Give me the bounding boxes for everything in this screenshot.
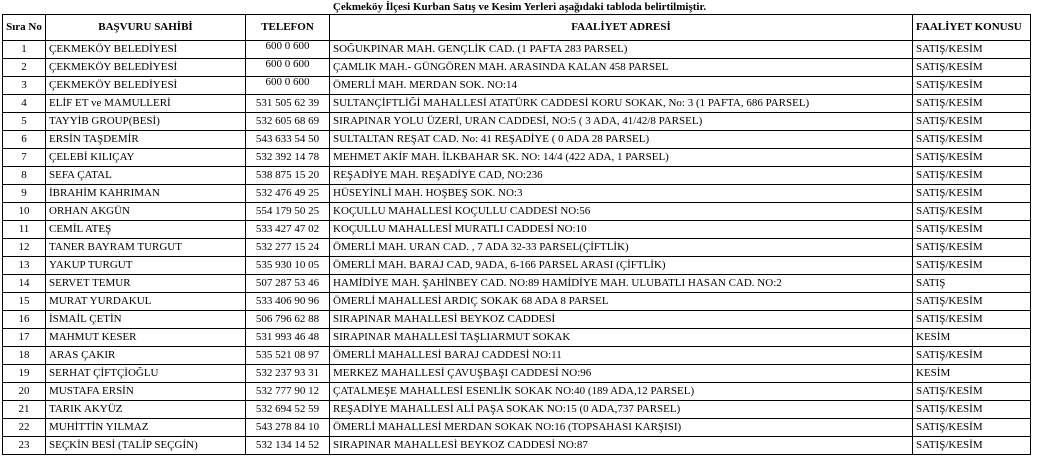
cell-no: 21 bbox=[3, 401, 46, 419]
cell-phone: 532 777 90 12 bbox=[246, 383, 330, 401]
cell-no: 11 bbox=[3, 221, 46, 239]
cell-address: REŞADİYE MAH. REŞADİYE CAD, NO:236 bbox=[330, 167, 913, 185]
table-row bbox=[3, 221, 1031, 239]
cell-address: HAMİDİYE MAH. ŞAHİNBEY CAD. NO:89 HAMİDİYE MAH. ULUBATLI HASAN CAD. NO:2 bbox=[330, 275, 913, 293]
cell-applicant: SEFA ÇATAL bbox=[46, 167, 246, 185]
table-row bbox=[3, 275, 1031, 293]
cell-phone: 543 633 54 50 bbox=[246, 131, 330, 149]
cell-subject: SATIŞ/KESİM bbox=[913, 419, 1031, 437]
cell-address: KOÇULLU MAHALLESİ KOÇULLU CADDESİ NO:56 bbox=[330, 203, 913, 221]
cell-no: 12 bbox=[3, 239, 46, 257]
cell-phone: 600 0 600 bbox=[246, 59, 330, 77]
cell-applicant: MAHMUT KESER bbox=[46, 329, 246, 347]
cell-applicant: SERVET TEMUR bbox=[46, 275, 246, 293]
cell-applicant: TAYYİB GROUP(BESİ) bbox=[46, 113, 246, 131]
cell-subject: SATIŞ/KESİM bbox=[913, 95, 1031, 113]
cell-phone: 600 0 600 bbox=[246, 77, 330, 95]
cell-subject: SATIŞ/KESİM bbox=[913, 203, 1031, 221]
cell-phone: 543 278 84 10 bbox=[246, 419, 330, 437]
cell-no: 23 bbox=[3, 437, 46, 455]
table-row bbox=[3, 257, 1031, 275]
cell-no: 2 bbox=[3, 59, 46, 77]
cell-subject: SATIŞ/KESİM bbox=[913, 257, 1031, 275]
cell-address: SIRAPINAR MAHALLESİ BEYKOZ CADDESİ bbox=[330, 311, 913, 329]
cell-phone: 533 427 47 02 bbox=[246, 221, 330, 239]
cell-no: 5 bbox=[3, 113, 46, 131]
cell-subject: SATIŞ/KESİM bbox=[913, 41, 1031, 59]
cell-applicant: MUHİTTİN YILMAZ bbox=[46, 419, 246, 437]
cell-applicant: CEMİL ATEŞ bbox=[46, 221, 246, 239]
cell-address: ÖMERLİ MAHALLESİ BARAJ CADDESİ NO:11 bbox=[330, 347, 913, 365]
cell-phone: 532 605 68 69 bbox=[246, 113, 330, 131]
cell-subject: SATIŞ bbox=[913, 275, 1031, 293]
cell-no: 4 bbox=[3, 95, 46, 113]
table-row bbox=[3, 419, 1031, 437]
cell-phone: 600 0 600 bbox=[246, 41, 330, 59]
table-row bbox=[3, 167, 1031, 185]
cell-address: REŞADİYE MAHALLESİ ALİ PAŞA SOKAK NO:15 (0 ADA,737 PARSEL) bbox=[330, 401, 913, 419]
cell-address: SIRAPINAR MAHALLESİ TAŞLIARMUT SOKAK bbox=[330, 329, 913, 347]
cell-subject: SATIŞ/KESİM bbox=[913, 149, 1031, 167]
table-row bbox=[3, 293, 1031, 311]
table-row bbox=[3, 239, 1031, 257]
cell-subject: KESİM bbox=[913, 329, 1031, 347]
cell-address: ÇATALMEŞE MAHALLESİ ESENLİK SOKAK NO:40 (189 ADA,12 PARSEL) bbox=[330, 383, 913, 401]
table-row bbox=[3, 113, 1031, 131]
cell-applicant: MUSTAFA ERSİN bbox=[46, 383, 246, 401]
cell-subject: SATIŞ/KESİM bbox=[913, 77, 1031, 95]
cell-address: SULTANÇİFTLİĞİ MAHALLESİ ATATÜRK CADDESİ KORU SOKAK, No: 3 (1 PAFTA, 686 PARSEL) bbox=[330, 95, 913, 113]
header-applicant: BAŞVURU SAHİBİ bbox=[46, 15, 246, 41]
cell-applicant: TANER BAYRAM TURGUT bbox=[46, 239, 246, 257]
cell-phone: 532 237 93 31 bbox=[246, 365, 330, 383]
cell-subject: SATIŞ/KESİM bbox=[913, 293, 1031, 311]
table-row bbox=[3, 437, 1031, 455]
cell-applicant: YAKUP TURGUT bbox=[46, 257, 246, 275]
cell-phone: 531 505 62 39 bbox=[246, 95, 330, 113]
table-row bbox=[3, 203, 1031, 221]
table-row bbox=[3, 383, 1031, 401]
cell-phone: 554 179 50 25 bbox=[246, 203, 330, 221]
cell-no: 20 bbox=[3, 383, 46, 401]
cell-no: 3 bbox=[3, 77, 46, 95]
cell-address: ÇAMLIK MAH.- GÜNGÖREN MAH. ARASINDA KALAN 458 PARSEL bbox=[330, 59, 913, 77]
table-row bbox=[3, 347, 1031, 365]
table-row bbox=[3, 365, 1031, 383]
cell-no: 10 bbox=[3, 203, 46, 221]
cell-address: SULTALTAN REŞAT CAD. No: 41 REŞADİYE ( 0 ADA 28 PARSEL) bbox=[330, 131, 913, 149]
table-row bbox=[3, 311, 1031, 329]
cell-no: 22 bbox=[3, 419, 46, 437]
cell-subject: SATIŞ/KESİM bbox=[913, 401, 1031, 419]
header-no: Sıra No bbox=[3, 15, 46, 41]
cell-subject: SATIŞ/KESİM bbox=[913, 113, 1031, 131]
table-row bbox=[3, 329, 1031, 347]
table-row bbox=[3, 131, 1031, 149]
table-row bbox=[3, 77, 1031, 95]
cell-applicant: SERHAT ÇİFTÇİOĞLU bbox=[46, 365, 246, 383]
cell-phone: 535 521 08 97 bbox=[246, 347, 330, 365]
cell-no: 7 bbox=[3, 149, 46, 167]
cell-applicant: ÇELEBİ KILIÇAY bbox=[46, 149, 246, 167]
cell-no: 15 bbox=[3, 293, 46, 311]
cell-applicant: ORHAN AKGÜN bbox=[46, 203, 246, 221]
cell-address: SOĞUKPINAR MAH. GENÇLİK CAD. (1 PAFTA 283 PARSEL) bbox=[330, 41, 913, 59]
table-row bbox=[3, 41, 1031, 59]
cell-phone: 532 694 52 59 bbox=[246, 401, 330, 419]
cell-no: 19 bbox=[3, 365, 46, 383]
cell-applicant: ÇEKMEKÖY BELEDİYESİ bbox=[46, 59, 246, 77]
cell-address: SIRAPINAR MAHALLESİ BEYKOZ CADDESİ NO:87 bbox=[330, 437, 913, 455]
cell-no: 8 bbox=[3, 167, 46, 185]
cell-no: 14 bbox=[3, 275, 46, 293]
header-phone: TELEFON bbox=[246, 15, 330, 41]
table-row bbox=[3, 95, 1031, 113]
table-row bbox=[3, 401, 1031, 419]
cell-subject: SATIŞ/KESİM bbox=[913, 185, 1031, 203]
cell-applicant: TARIK AKYÜZ bbox=[46, 401, 246, 419]
cell-phone: 538 875 15 20 bbox=[246, 167, 330, 185]
cell-phone: 532 392 14 78 bbox=[246, 149, 330, 167]
cell-address: ÖMERLİ MAHALLESİ ARDIÇ SOKAK 68 ADA 8 PARSEL bbox=[330, 293, 913, 311]
table-row bbox=[3, 185, 1031, 203]
cell-applicant: ELİF ET ve MAMULLERİ bbox=[46, 95, 246, 113]
cell-applicant: ARAS ÇAKIR bbox=[46, 347, 246, 365]
cell-phone: 531 993 46 48 bbox=[246, 329, 330, 347]
cell-subject: SATIŞ/KESİM bbox=[913, 383, 1031, 401]
cell-address: MEHMET AKİF MAH. İLKBAHAR SK. NO: 14/4 (422 ADA, 1 PARSEL) bbox=[330, 149, 913, 167]
table-row bbox=[3, 59, 1031, 77]
cell-applicant: İSMAİL ÇETİN bbox=[46, 311, 246, 329]
cell-address: HÜSEYİNLİ MAH. HOŞBEŞ SOK. NO:3 bbox=[330, 185, 913, 203]
cell-address: ÖMERLİ MAH. URAN CAD. , 7 ADA 32-33 PARSEL(ÇİFTLİK) bbox=[330, 239, 913, 257]
cell-address: ÖMERLİ MAH. MERDAN SOK. NO:14 bbox=[330, 77, 913, 95]
cell-address: ÖMERLİ MAH. BARAJ CAD, 9ADA, 6-166 PARSEL ARASI (ÇİFTLİK) bbox=[330, 257, 913, 275]
cell-subject: SATIŞ/KESİM bbox=[913, 239, 1031, 257]
cell-phone: 506 796 62 88 bbox=[246, 311, 330, 329]
cell-phone: 532 476 49 25 bbox=[246, 185, 330, 203]
cell-address: ÖMERLİ MAHALLESİ MERDAN SOKAK NO:16 (TOPSAHASI KARŞISI) bbox=[330, 419, 913, 437]
cell-no: 17 bbox=[3, 329, 46, 347]
header-subject: FAALİYET KONUSU bbox=[913, 15, 1031, 41]
cell-no: 16 bbox=[3, 311, 46, 329]
cell-subject: SATIŞ/KESİM bbox=[913, 311, 1031, 329]
cell-applicant: MURAT YURDAKUL bbox=[46, 293, 246, 311]
cell-applicant: ÇEKMEKÖY BELEDİYESİ bbox=[46, 77, 246, 95]
cell-subject: SATIŞ/KESİM bbox=[913, 167, 1031, 185]
cell-no: 9 bbox=[3, 185, 46, 203]
cell-phone: 507 287 53 46 bbox=[246, 275, 330, 293]
cell-applicant: ÇEKMEKÖY BELEDİYESİ bbox=[46, 41, 246, 59]
table-body bbox=[3, 41, 1031, 455]
cell-phone: 532 134 14 52 bbox=[246, 437, 330, 455]
header-address: FAALİYET ADRESİ bbox=[330, 15, 913, 41]
cell-applicant: İBRAHİM KAHRIMAN bbox=[46, 185, 246, 203]
cell-address: SIRAPINAR YOLU ÜZERİ, URAN CADDESİ, NO:5 ( 3 ADA, 41/42/8 PARSEL) bbox=[330, 113, 913, 131]
cell-applicant: ERSİN TAŞDEMİR bbox=[46, 131, 246, 149]
cell-phone: 532 277 15 24 bbox=[246, 239, 330, 257]
cell-no: 18 bbox=[3, 347, 46, 365]
cell-subject: SATIŞ/KESİM bbox=[913, 131, 1031, 149]
sales-locations-table bbox=[2, 14, 1031, 455]
cell-no: 6 bbox=[3, 131, 46, 149]
cell-subject: SATIŞ/KESİM bbox=[913, 347, 1031, 365]
cell-subject: SATIŞ/KESİM bbox=[913, 437, 1031, 455]
cell-no: 1 bbox=[3, 41, 46, 59]
cell-subject: KESİM bbox=[913, 365, 1031, 383]
table-row bbox=[3, 149, 1031, 167]
page-title: Çekmeköy İlçesi Kurban Satış ve Kesim Yerleri aşağıdaki tabloda belirtilmiştir. bbox=[332, 1, 707, 13]
table-header-row bbox=[3, 15, 1031, 41]
cell-subject: SATIŞ/KESİM bbox=[913, 59, 1031, 77]
cell-subject: SATIŞ/KESİM bbox=[913, 221, 1031, 239]
cell-address: KOÇULLU MAHALLESİ MURATLI CADDESİ NO:10 bbox=[330, 221, 913, 239]
cell-no: 13 bbox=[3, 257, 46, 275]
cell-applicant: SEÇKİN BESİ (TALİP SEÇGİN) bbox=[46, 437, 246, 455]
cell-phone: 535 930 10 05 bbox=[246, 257, 330, 275]
cell-phone: 533 406 90 96 bbox=[246, 293, 330, 311]
cell-address: MERKEZ MAHALLESİ ÇAVUŞBAŞI CADDESİ NO:96 bbox=[330, 365, 913, 383]
